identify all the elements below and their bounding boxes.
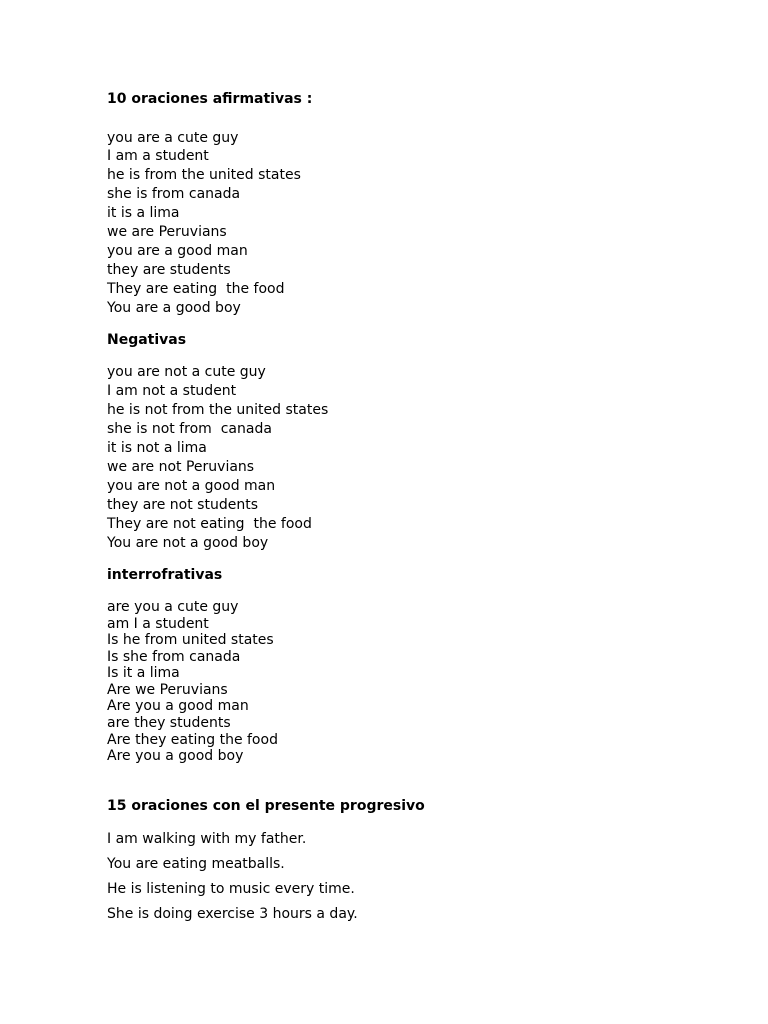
sentence-line: it is a lima <box>107 205 180 221</box>
sentence-line: She is doing exercise 3 hours a day. <box>107 906 358 922</box>
sentence-line: you are a good man <box>107 243 248 259</box>
sentence-line: he is not from the united states <box>107 402 329 418</box>
sentence-line: Are you a good boy <box>107 748 244 764</box>
sentence-line: Is she from canada <box>107 649 241 665</box>
sentence-line: she is from canada <box>107 186 241 202</box>
sentence-line: are they students <box>107 715 231 731</box>
sentence-line: you are not a cute guy <box>107 364 266 380</box>
sentence-line: You are a good boy <box>107 300 241 316</box>
sentence-line: he is from the united states <box>107 167 301 183</box>
sentence-line: it is not a lima <box>107 440 207 456</box>
sentence-line: Is he from united states <box>107 632 274 648</box>
sentence-line: they are not students <box>107 497 258 513</box>
section-heading-affirmative: 10 oraciones afirmativas : <box>107 91 313 107</box>
sentence-line: she is not from canada <box>107 421 272 437</box>
sentence-line: they are students <box>107 262 231 278</box>
sentence-line: I am walking with my father. <box>107 831 307 847</box>
sentence-line: I am a student <box>107 148 209 164</box>
sentence-line: Are we Peruvians <box>107 682 228 698</box>
section-heading-interrogative: interrofrativas <box>107 567 223 583</box>
sentence-line: You are eating meatballs. <box>107 856 285 872</box>
sentence-line: Are they eating the food <box>107 732 278 748</box>
sentence-line: I am not a student <box>107 383 237 399</box>
section-heading-negative: Negativas <box>107 332 187 348</box>
sentence-line: we are Peruvians <box>107 224 227 240</box>
sentence-line: are you a cute guy <box>107 599 239 615</box>
sentence-line: They are not eating the food <box>107 516 312 532</box>
sentence-line: you are not a good man <box>107 478 276 494</box>
sentence-line: am I a student <box>107 616 209 632</box>
sentence-line: Is it a lima <box>107 665 180 681</box>
sentence-line: we are not Peruvians <box>107 459 255 475</box>
sentence-line: Are you a good man <box>107 698 249 714</box>
sentence-line: you are a cute guy <box>107 130 239 146</box>
section-heading-progressive: 15 oraciones con el presente progresivo <box>107 798 425 814</box>
sentence-line: You are not a good boy <box>107 535 269 551</box>
sentence-line: They are eating the food <box>107 281 285 297</box>
sentence-line: He is listening to music every time. <box>107 881 355 897</box>
